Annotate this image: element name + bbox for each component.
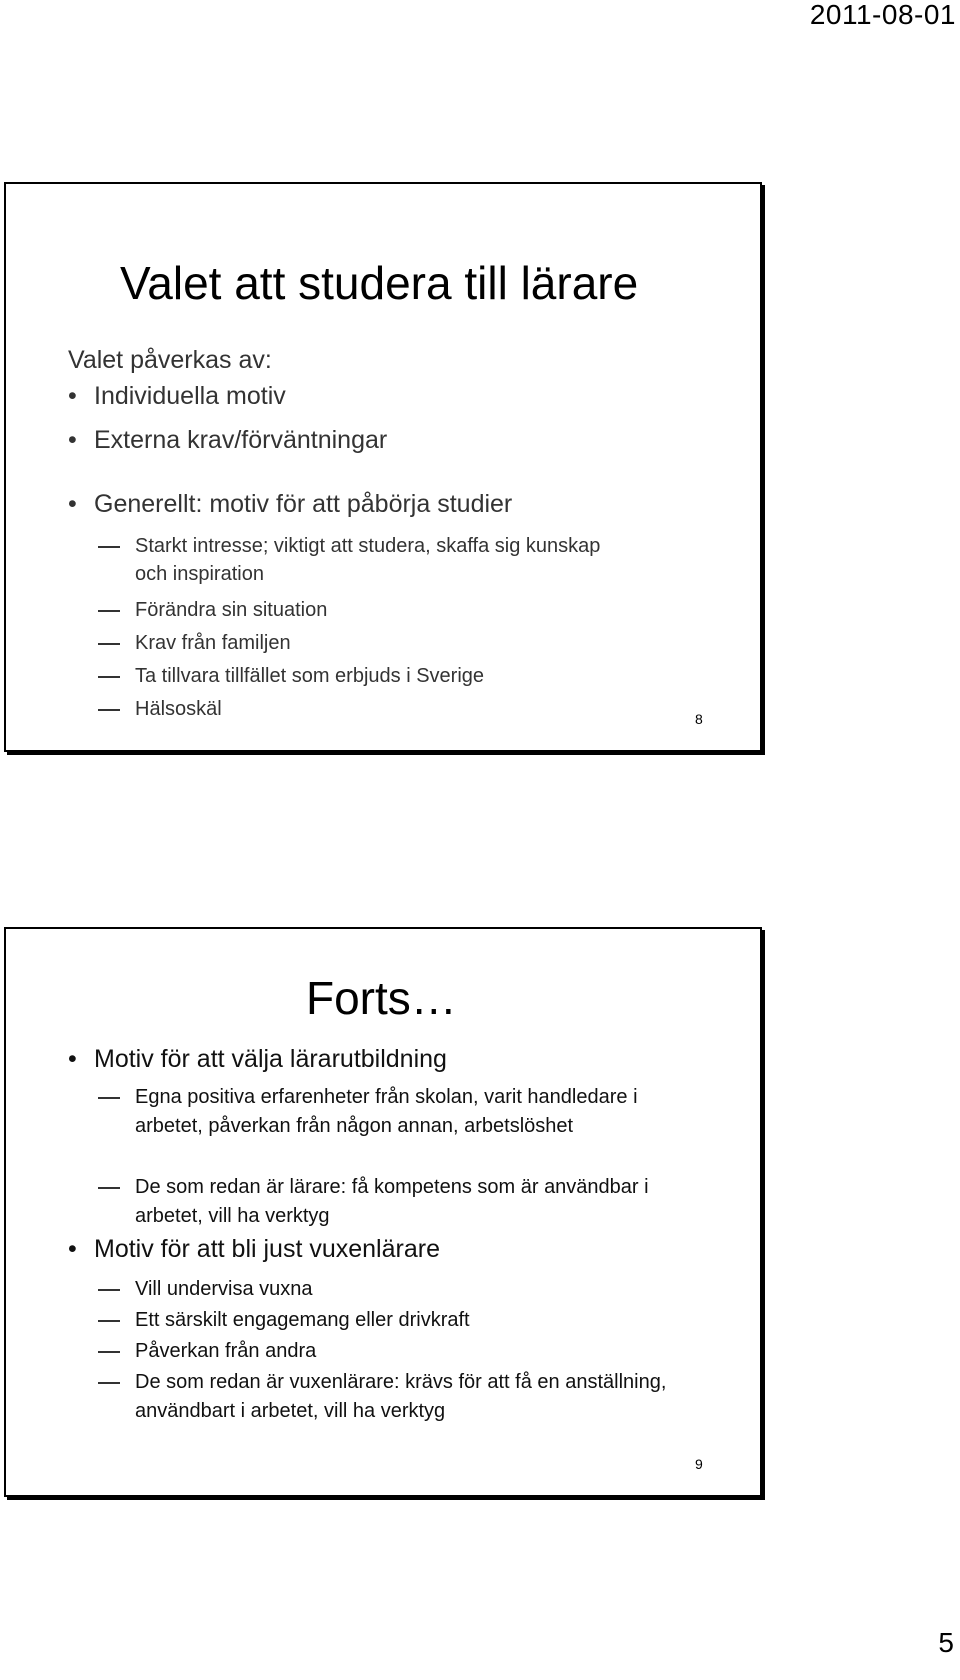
bullet-icon: • [68,1235,77,1263]
page-date: 2011-08-01 [809,0,956,30]
sub-item-text: Ta tillvara tillfället som erbjuds i Sverige [135,665,485,687]
bullet-icon: • [68,426,77,454]
page-number: 5 [938,1627,954,1658]
slide-9 [4,927,762,1497]
bullet-text: Motiv för att välja lärarutbildning [94,1045,447,1073]
sub-item [98,662,658,690]
bullet-text: Externa krav/förväntningar [94,426,388,454]
bullet-text: Motiv för att bli just vuxenlärare [94,1235,440,1263]
bullet-item [68,378,286,414]
sub-item-text: Starkt intresse; viktigt att studera, skaffa sig kunskap och inspiration [135,535,601,585]
bullet-text: Individuella motiv [94,382,286,410]
bullet-text: Generellt: motiv för att påbörja studier [94,490,513,518]
sub-item [98,695,658,723]
sub-item [98,1275,678,1304]
sub-item-text: Krav från familjen [135,632,291,654]
sub-item [98,1306,678,1335]
bullet-icon: • [68,490,77,518]
bullet-icon: • [68,1045,77,1073]
sub-item-text: Hälsoskäl [135,698,222,720]
dash-icon [98,546,120,548]
sub-item-text: Förändra sin situation [135,599,328,621]
sub-item-text: Vill undervisa vuxna [135,1278,313,1300]
dash-icon [98,709,120,711]
dash-icon [98,1289,120,1291]
slide-number: 8 [695,711,703,727]
bullet-item [68,1041,447,1077]
intro-text: Valet påverkas av: [68,346,272,374]
sub-item [98,1337,678,1366]
dash-icon [98,610,120,612]
dash-icon [98,1320,120,1322]
sub-item-text: De som redan är vuxenlärare: krävs för att få en anställning, användbart i arbetet, vill ha verktyg [135,1371,667,1422]
slide-number: 9 [695,1456,703,1472]
sub-item [98,1368,678,1426]
sub-item-text: Påverkan från andra [135,1340,317,1362]
dash-icon [98,643,120,645]
sub-item-text: Egna positiva erfarenheter från skolan, varit handledare i arbetet, påverkan från någon annan, arbetslöshet [135,1086,638,1137]
bullet-item [68,422,387,458]
sub-item [98,629,658,657]
sub-item [98,1173,678,1231]
sub-item [98,1083,678,1141]
slide-title: Forts… [306,972,457,1024]
slide-title: Valet att studera till lärare [120,257,639,309]
dash-icon [98,1382,120,1384]
dash-icon [98,1097,120,1099]
sub-item [98,532,618,588]
sub-item-text: De som redan är lärare: få kompetens som är användbar i arbetet, vill ha verktyg [135,1176,649,1227]
dash-icon [98,676,120,678]
sub-item-text: Ett särskilt engagemang eller drivkraft [135,1309,470,1331]
dash-icon [98,1187,120,1189]
bullet-item [68,1231,440,1267]
sub-item [98,596,658,624]
bullet-item [68,486,512,522]
dash-icon [98,1351,120,1353]
slide-8 [4,182,762,752]
bullet-icon: • [68,382,77,410]
